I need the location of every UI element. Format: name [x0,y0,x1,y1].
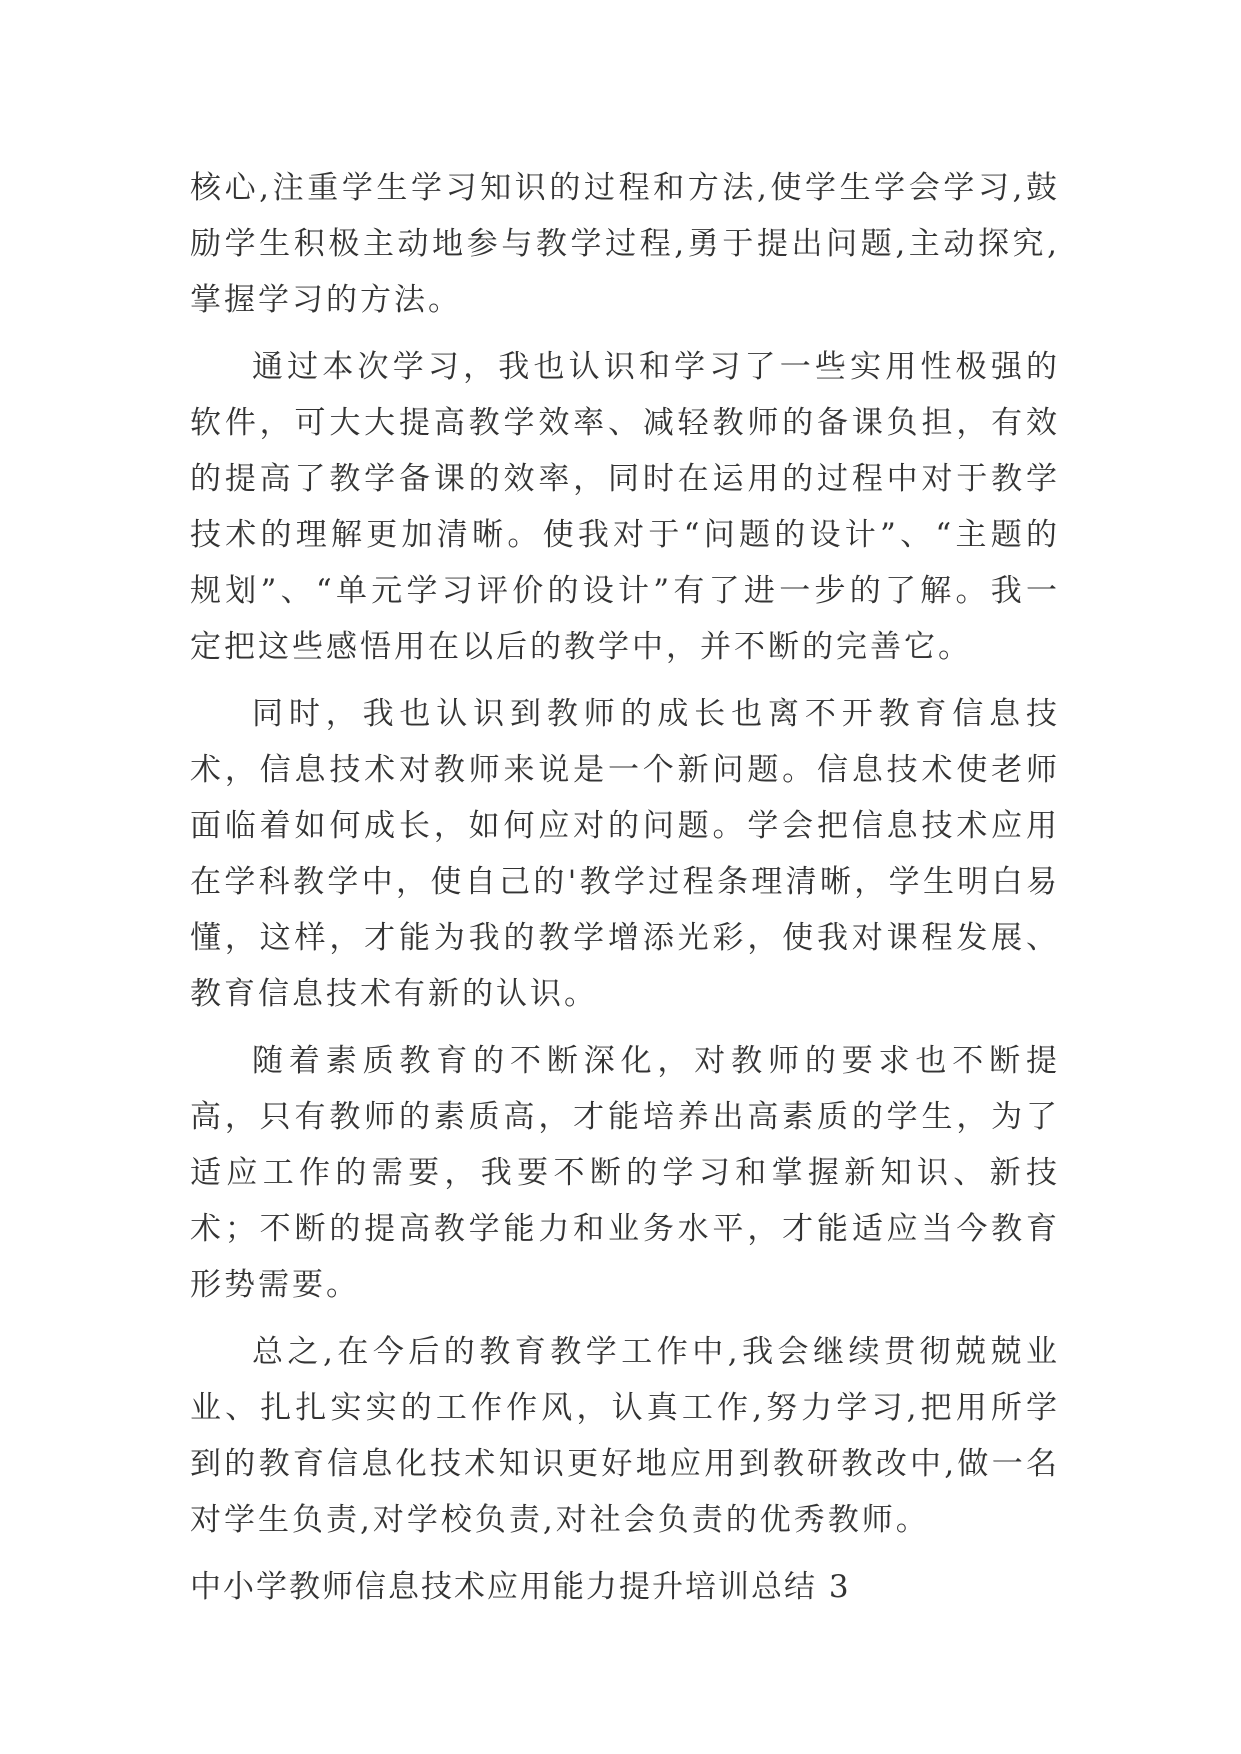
paragraph-quality-education: 随着素质教育的不断深化，对教师的要求也不断提高，只有教师的素质高，才能培养出高素质的学生，为了适应工作的需要，我要不断的学习和掌握新知识、新技术；不断的提高教学能力和业务水平，才能适应当今教育形势需要。 [190,1043,1060,1303]
paragraph-teacher-growth: 同时，我也认识到教师的成长也离不开教育信息技术，信息技术对教师来说是一个新问题。信息技术使老师面临着如何成长，如何应对的问题。学会把信息技术应用在学科教学中，使自己的'教学过程条理清晰，学生明白易懂，这样，才能为我的教学增添光彩，使我对课程发展、教育信息技术有新的认识。 [190,696,1060,1012]
document-body [190,160,1060,1615]
paragraph-conclusion: 总之,在今后的教育教学工作中,我会继续贯彻兢兢业业、扎扎实实的工作作风，认真工作,努力学习,把用所学到的教育信息化技术知识更好地应用到教研教改中,做一名对学生负责,对学校负责,对社会负责的优秀教师。 [190,1334,1060,1538]
paragraph-continued: 核心,注重学生学习知识的过程和方法,使学生学会学习,鼓励学生积极主动地参与教学过程,勇于提出问题,主动探究,掌握学习的方法。 [190,170,1060,318]
section-title: 中小学教师信息技术应用能力提升培训总结 3 [190,1569,851,1605]
paragraph-software: 通过本次学习，我也认识和学习了一些实用性极强的软件，可大大提高教学效率、减轻教师的备课负担，有效的提高了教学备课的效率，同时在运用的过程中对于教学技术的理解更加清晰。使我对于“问题的设计”、“主题的规划”、“单元学习评价的设计”有了进一步的了解。我一定把这些感悟用在以后的教学中，并不断的完善它。 [190,349,1060,665]
